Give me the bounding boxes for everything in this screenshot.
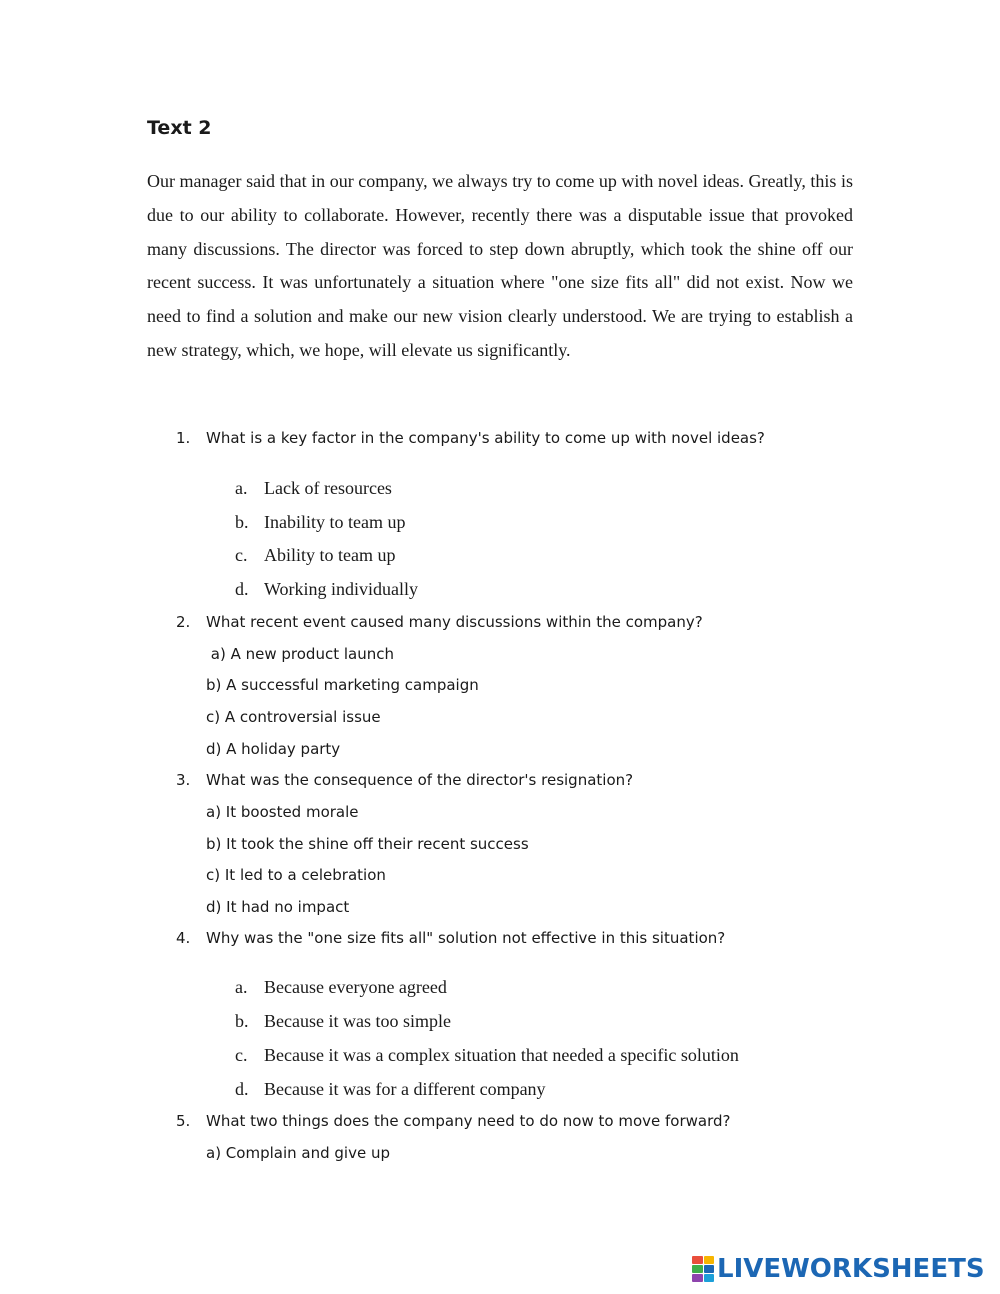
logo-icon-cell — [704, 1265, 715, 1273]
option-letter: d. — [235, 1079, 249, 1099]
option-text: a) It boosted morale — [206, 803, 359, 821]
option-text: c) A controversial issue — [206, 708, 381, 726]
question-number: 4. — [176, 929, 191, 947]
option-text: a) A new product launch — [206, 645, 394, 663]
question-number: 5. — [176, 1112, 191, 1130]
logo-wordmark: LIVEWORKSHEETS — [717, 1254, 985, 1284]
option-text: Lack of resources — [264, 478, 392, 498]
logo-icon-cell — [692, 1256, 703, 1264]
logo-icon-cell — [692, 1265, 703, 1273]
option-text: d) It had no impact — [206, 898, 350, 916]
option-text: a) Complain and give up — [206, 1144, 390, 1162]
option-text: d) A holiday party — [206, 740, 341, 758]
question-number: 3. — [176, 771, 191, 789]
page-title: Text 2 — [147, 117, 212, 139]
option-text: Ability to team up — [264, 545, 396, 565]
option-text: b) It took the shine off their recent success — [206, 835, 529, 853]
question-text: Why was the "one size fits all" solution not effective in this situation? — [206, 929, 726, 947]
option-text: Inability to team up — [264, 512, 406, 532]
option-text: Because it was too simple — [264, 1011, 451, 1031]
option-text: c) It led to a celebration — [206, 866, 386, 884]
option-text: Because it was a complex situation that needed a specific solution — [264, 1045, 739, 1065]
question-text: What recent event caused many discussions within the company? — [206, 613, 703, 631]
question-text: What two things does the company need to do now to move forward? — [206, 1112, 731, 1130]
question-number: 2. — [176, 613, 191, 631]
option-text: b) A successful marketing campaign — [206, 676, 479, 694]
question-text: What is a key factor in the company's ability to come up with novel ideas? — [206, 429, 765, 447]
option-text: Because it was for a different company — [264, 1079, 546, 1099]
question-number: 1. — [176, 429, 191, 447]
option-text: Working individually — [264, 579, 419, 599]
logo-icon-cell — [704, 1274, 715, 1282]
option-text: Because everyone agreed — [264, 977, 447, 997]
question-text: What was the consequence of the director's resignation? — [206, 771, 634, 789]
logo-icon-cell — [704, 1256, 715, 1264]
option-letter: b. — [235, 512, 249, 532]
option-letter: a. — [235, 478, 248, 498]
liveworksheets-logo-icon — [692, 1256, 714, 1282]
logo-icon-cell — [692, 1274, 703, 1282]
reading-passage: Our manager said that in our company, we always try to come up with novel ideas. Greatly, this is due to our ability to collaborate. However, recently there was a disputable issue that provoked many discussions. The director was forced to step down abruptly, which took the shine off our recent success. It was unfortunately a situation where "one size fits all" did not exist. Now we need to find a solution and make our new vision clearly understood. We are trying to establish a new strategy, which, we hope, will elevate us significantly. — [147, 171, 853, 360]
option-letter: b. — [235, 1011, 249, 1031]
option-letter: d. — [235, 579, 249, 599]
option-letter: c. — [235, 1045, 248, 1065]
option-letter: c. — [235, 545, 248, 565]
option-letter: a. — [235, 977, 248, 997]
liveworksheets-logo[interactable] — [692, 1253, 985, 1285]
